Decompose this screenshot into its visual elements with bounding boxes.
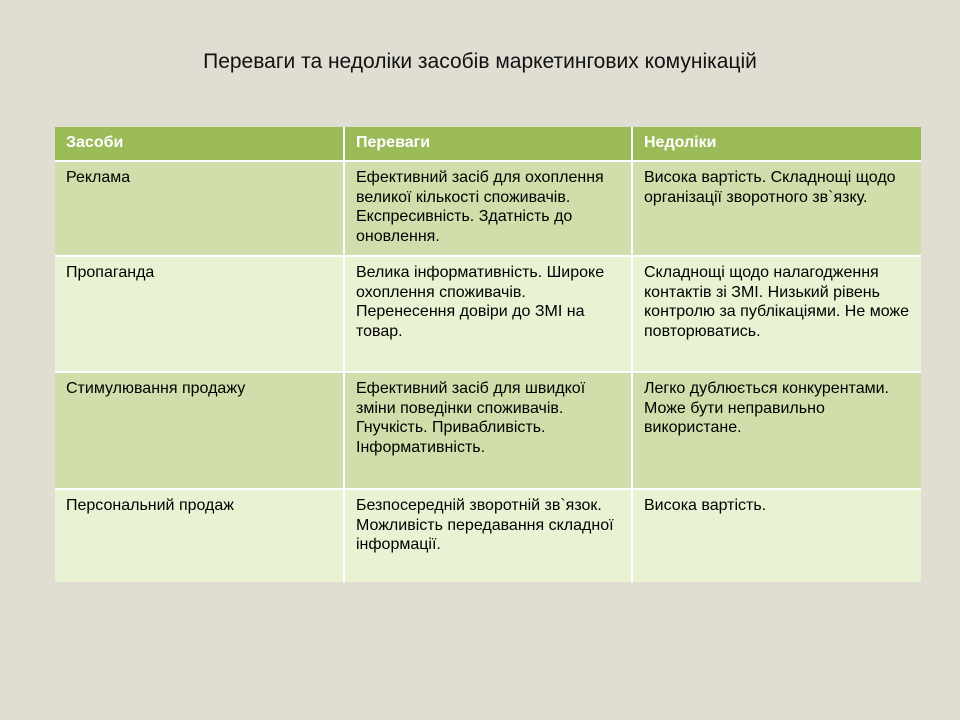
cell-disadvantages: Висока вартість. Складнощі щодо організації зворотного зв`язку. [631, 160, 921, 255]
header-advantages: Переваги [343, 127, 631, 160]
slide-title: Переваги та недоліки засобів маркетингових комунікацій [203, 50, 757, 73]
cell-disadvantages: Легко дублюється конкурентами. Може бути неправильно використане. [631, 371, 921, 488]
cell-advantages: Ефективний засіб для охоплення великої кількості споживачів. Експресивність. Здатність до оновлення. [343, 160, 631, 255]
table-header-row [55, 127, 921, 160]
cell-tool: Стимулювання продажу [55, 371, 343, 488]
header-disadvantages: Недоліки [631, 127, 921, 160]
cell-advantages: Ефективний засіб для швидкої зміни поведінки споживачів. Гнучкість. Привабливість. Інформативність. [343, 371, 631, 488]
header-tools: Засоби [55, 127, 343, 160]
cell-tool: Пропаганда [55, 255, 343, 371]
cell-tool: Персональний продаж [55, 488, 343, 582]
cell-disadvantages: Складнощі щодо налагодження контактів зі ЗМІ. Низький рівень контролю за публікаціями. Не може повторюватись. [631, 255, 921, 371]
cell-advantages: Безпосередній зворотній зв`язок. Можливість передавання складної інформації. [343, 488, 631, 582]
table-row [55, 371, 921, 488]
cell-tool: Реклама [55, 160, 343, 255]
comparison-table [55, 127, 921, 582]
table-row [55, 160, 921, 255]
cell-advantages: Велика інформативність. Широке охоплення споживачів. Перенесення довіри до ЗМІ на товар. [343, 255, 631, 371]
cell-disadvantages: Висока вартість. [631, 488, 921, 582]
table-row [55, 255, 921, 371]
table-row [55, 488, 921, 582]
